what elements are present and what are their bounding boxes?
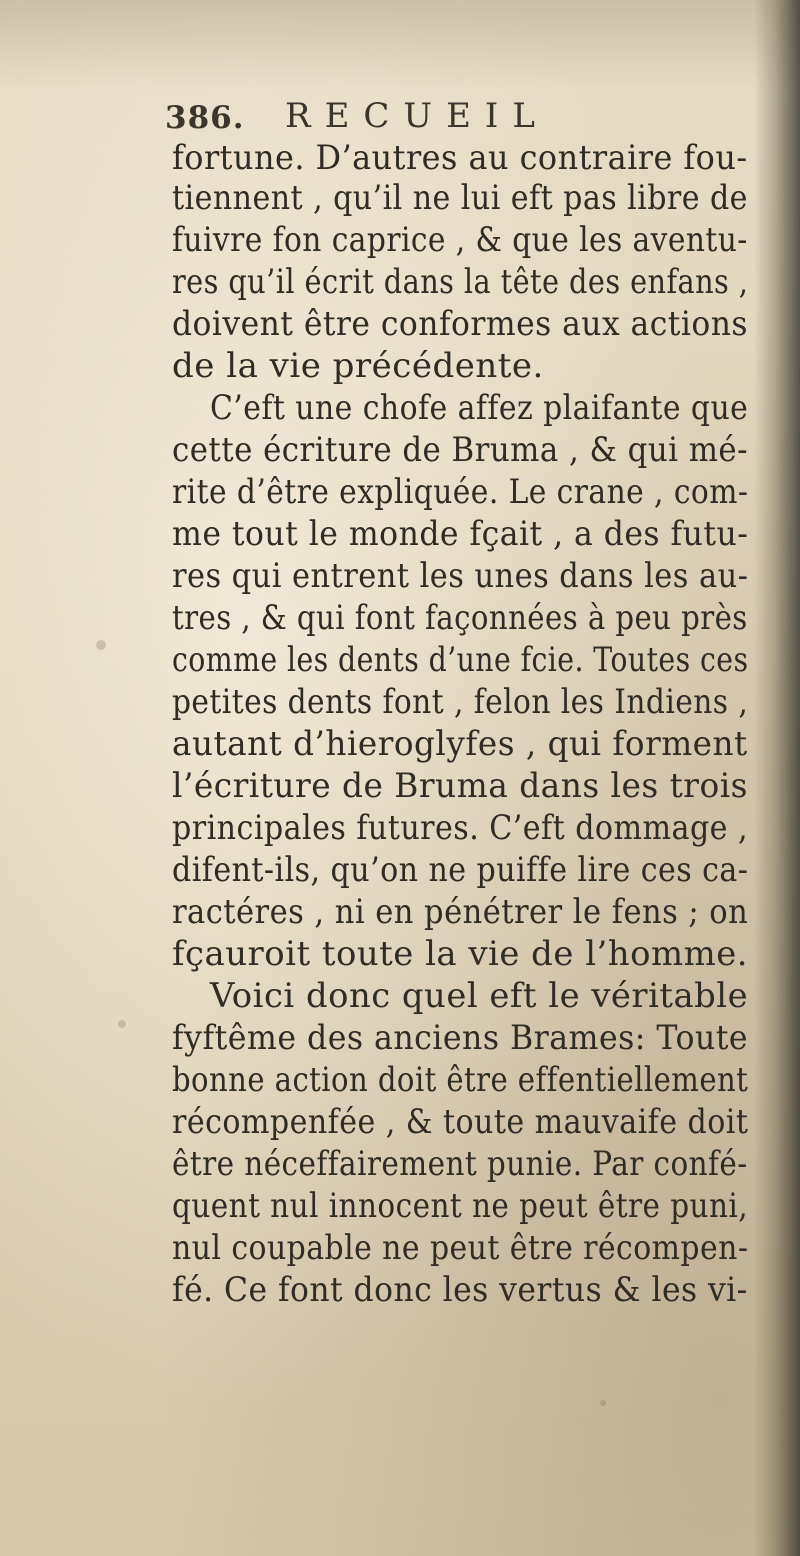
- text-line: récompenfée , & toute mauvaife doit: [172, 1102, 749, 1142]
- text-line: fyftême des anciens Brames: Toute: [172, 1018, 749, 1058]
- text-line: fé. Ce font donc les vertus & les vi-: [172, 1270, 748, 1310]
- paper-stain: [118, 1020, 126, 1028]
- page-binding-edge: [754, 0, 800, 1556]
- text-line: l’écriture de Bruma dans les trois: [172, 766, 749, 806]
- text-line: comme les dents d’une fcie. Toutes ces: [172, 640, 749, 680]
- text-line: difent-ils, qu’on ne puiffe lire ces ca-: [172, 850, 749, 890]
- text-line: Voici donc quel eft le véritable: [210, 976, 749, 1016]
- text-line: cette écriture de Bruma , & qui mé-: [172, 430, 748, 470]
- text-line: quent nul innocent ne peut être puni,: [172, 1186, 749, 1226]
- text-line: tres , & qui font façonnées à peu près: [172, 598, 748, 638]
- text-line: C’eft une chofe affez plaifante que: [210, 388, 749, 428]
- text-line: res qu’il écrit dans la tête des enfans ,: [172, 262, 749, 302]
- text-line: principales futures. C’eft dommage ,: [172, 808, 749, 848]
- page-number: 386.: [165, 100, 245, 136]
- text-line: de la vie précédente.: [172, 346, 544, 386]
- text-line: rite d’être expliquée. Le crane , com-: [172, 472, 749, 512]
- text-line: être néceffairement punie. Par confé-: [172, 1144, 748, 1184]
- text-line: res qui entrent les unes dans les au-: [172, 556, 749, 596]
- text-line: nul coupable ne peut être récompen-: [172, 1228, 749, 1268]
- text-line: tiennent , qu’il ne lui eft pas libre de: [172, 178, 748, 218]
- running-head: RECUEIL: [285, 96, 549, 136]
- page-header: [165, 96, 725, 140]
- text-line: bonne action doit être effentiellement: [172, 1060, 749, 1100]
- text-line: me tout le monde fçait , a des futu-: [172, 514, 749, 554]
- text-line: petites dents font , felon les Indiens ,: [172, 682, 749, 722]
- text-line: fortune. D’autres au contraire fou-: [172, 138, 748, 178]
- paper-stain: [96, 640, 106, 650]
- text-line: autant d’hieroglyfes , qui forment: [172, 724, 748, 764]
- page-top-shadow: [0, 0, 800, 90]
- text-line: fuivre fon caprice , & que les aventu-: [172, 220, 748, 260]
- text-line: fçauroit toute la vie de l’homme.: [172, 934, 749, 974]
- text-line: ractéres , ni en pénétrer le fens ; on: [172, 892, 749, 932]
- paper-stain: [600, 1400, 606, 1406]
- text-line: doivent être conformes aux actions: [172, 304, 748, 344]
